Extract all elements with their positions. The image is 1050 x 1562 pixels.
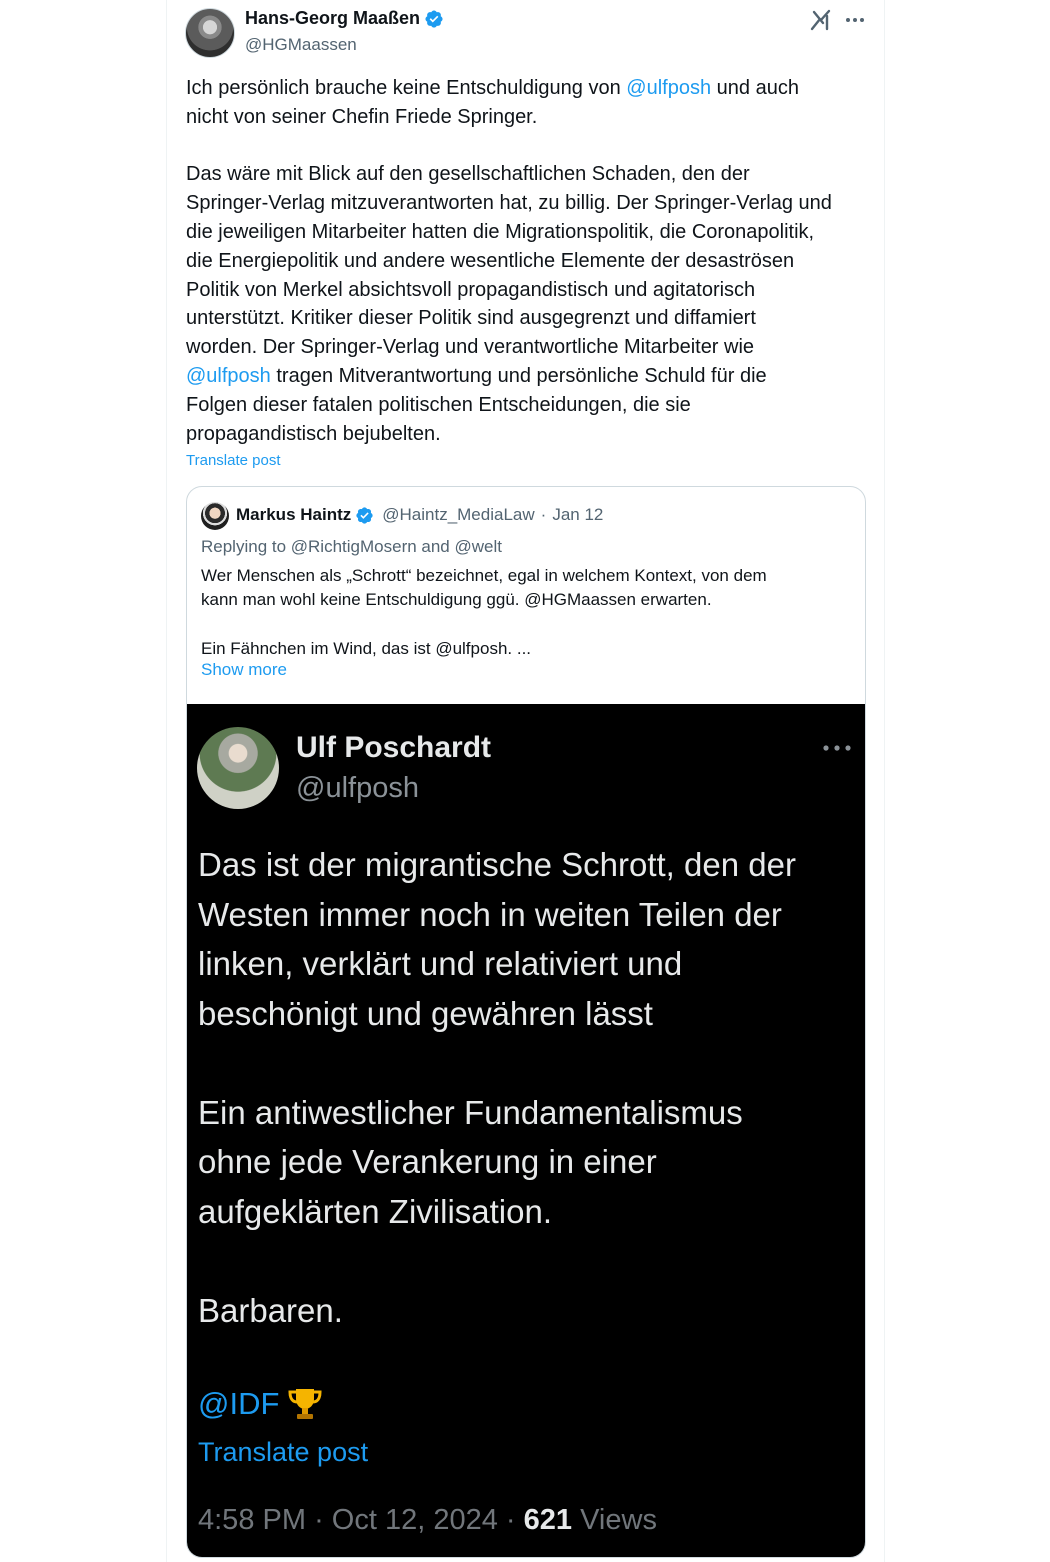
embedded-translate-link: Translate post (198, 1437, 369, 1467)
mention-link[interactable]: @ulfposh (626, 77, 712, 99)
quote-text: Wer Menschen als „Schrott“ bezeichnet, egal in welchem Kontext, von dem kann man wohl keine Entschuldigung ggü. @HGMaassen erwarten. Ein Fähnchen im Wind, das ist @ulfposh. ... (201, 566, 767, 658)
post-text-part: und auch nicht von seiner Chefin Friede Springer. Das wäre mit Blick auf den gesellschaftlichen Schaden, den der Springer-Verlag mitzuverantworten hat, zu billig. Der Springer-Verlag und die jeweiligen Mitarbeiter hatten die Migrationspolitik, die Coronapolitik, die Energiepolitik und andere wesentliche Elemente der desaströsen Politik von Merkel absichtsvoll propagandistisch und agitatorisch unterstützt. Kritiker dieser Politik sind ausgegrenzt und diffamiert worden. Der Springer-Verlag und verantwortliche Mitarbeiter wie (186, 77, 832, 359)
embedded-date: Oct 12, 2024 (331, 1504, 498, 1536)
quote-replying-to: Replying to @RichtigMosern and @welt (201, 537, 502, 556)
quote-separator: · (540, 505, 547, 524)
quote-header (236, 505, 603, 525)
show-more-link[interactable]: Show more (201, 660, 287, 679)
embedded-footer (198, 1504, 657, 1537)
author-name[interactable] (245, 8, 444, 29)
quoted-post[interactable] (186, 486, 866, 1558)
verified-badge-icon (355, 506, 374, 525)
quote-date[interactable]: Jan 12 (552, 505, 604, 524)
author-name-text[interactable]: Hans-Georg Maaßen (245, 8, 421, 28)
embedded-screenshot[interactable] (187, 704, 866, 1558)
embedded-author-handle: @ulfposh (296, 772, 419, 804)
more-options-icon[interactable] (843, 8, 867, 32)
translate-post-link[interactable]: Translate post (186, 452, 281, 469)
quote-author-avatar[interactable] (201, 502, 229, 530)
quote-author-name[interactable]: Markus Haintz (236, 505, 352, 524)
embedded-tags (198, 1384, 325, 1424)
quote-author-handle[interactable]: @Haintz_MediaLaw (382, 505, 535, 524)
author-handle[interactable]: @HGMaassen (245, 35, 357, 54)
embedded-author-name: Ulf Poschardt (296, 731, 492, 764)
embedded-separator: · (314, 1504, 324, 1536)
mention-link[interactable]: @ulfposh (186, 364, 271, 387)
grok-icon[interactable] (809, 8, 833, 32)
post-card (166, 0, 885, 1562)
verified-badge-icon (424, 9, 444, 29)
post-text (186, 74, 876, 448)
embedded-post-text: Das ist der migrantische Schrott, den der Westen immer noch in weiten Teilen der linken, verklärt und relativiert und beschönigt und gewähren lässt Ein antiwestlicher Fundamentalismus ohne jede Verankerung in einer aufgeklärten Zivilisation. Barbaren. (198, 846, 796, 1329)
embedded-time: 4:58 PM (198, 1504, 306, 1536)
post-text-part: tragen Mitverantwortung und persönliche Schuld für die Folgen dieser fatalen politischen Entscheidungen, die sie propagandistisch bejubelten. (186, 364, 767, 445)
embedded-author-avatar (197, 727, 279, 809)
embedded-separator: · (505, 1504, 516, 1536)
embedded-views-label: Views (580, 1504, 657, 1536)
more-options-icon (821, 740, 853, 756)
embedded-mention: @IDF (198, 1386, 280, 1421)
author-avatar[interactable] (185, 8, 235, 58)
embedded-views-count: 621 (523, 1504, 573, 1536)
trophy-icon (285, 1384, 325, 1424)
post-text-part: Ich persönlich brauche keine Entschuldigung von (186, 77, 627, 99)
